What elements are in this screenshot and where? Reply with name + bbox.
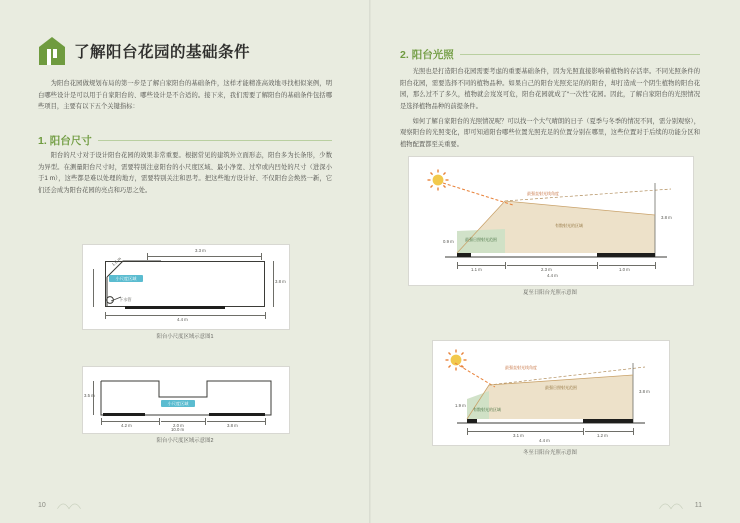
summer-dim-seg3: 1.0 m (619, 267, 630, 272)
dim-tick (147, 253, 148, 260)
dim-tick (457, 262, 458, 269)
figure-winter-sunlight (432, 340, 670, 446)
dim-tick (467, 428, 468, 435)
dim-seg-2b: 2.0 m (173, 423, 184, 428)
page-title-text: 了解阳台花园的基础条件 (74, 44, 251, 61)
dim-line (507, 265, 597, 266)
summer-strong-zone-label: 最强日照射光范围 (465, 237, 497, 242)
figure-2-caption: 阳台小尺度区域示意图2 (156, 438, 214, 444)
dim-top-1: 3.3 m (195, 248, 206, 253)
dim-total-2: 10.0 m (171, 427, 185, 432)
dim-line (585, 431, 633, 432)
dim-seg-2c: 3.8 m (227, 423, 238, 428)
dim-tick (597, 262, 598, 269)
page-number-left: 10 (38, 502, 46, 509)
balcony-railing-1 (125, 306, 225, 309)
dim-line (467, 431, 583, 432)
section-2-title: 阳台光照 (411, 49, 454, 61)
dim-bottom-1: 4.4 m (177, 317, 188, 322)
figure-summer-caption: 夏至日阳台光照示意图 (523, 290, 577, 296)
figure-balcony-small-zone-1 (82, 244, 290, 330)
balcony-railing-2b (209, 413, 265, 416)
house-icon (38, 36, 66, 66)
winter-max-ray-label: 最强直射光线角度 (505, 365, 537, 370)
dim-tick (265, 312, 266, 319)
dim-line-seg-2a (101, 421, 159, 422)
section-2-number: 2. (400, 48, 409, 61)
dim-right-1: 3.8 m (275, 279, 286, 284)
winter-dim-total: 4.4 m (539, 438, 550, 443)
figure-1-caption: 阳台小尺度区域示意图1 (156, 334, 214, 340)
small-zone-tag-1: 小尺度区域 (109, 275, 143, 282)
section-2-paragraph-2: 如何了解自家阳台的光照情况呢？可以找一个大气晴朗的日子（夏季与冬季的情况不同，需分别观察），观察阳台的光照变化，即可知道阳台哪些位置光照充足的位置分别在哪里，这些位置对于后续的功能分区和植物配置都至关重要。 (400, 117, 700, 148)
summer-dim-right: 3.8 m (661, 215, 672, 220)
section-1-heading (38, 133, 332, 148)
balcony-railing-2a (103, 413, 145, 416)
winter-dim-seg1: 3.1 m (513, 433, 524, 438)
summer-dim-seg2: 2.3 m (541, 267, 552, 272)
winter-diffuse-zone-label: 最强日照射光范围 (545, 385, 577, 390)
left-intro-text: 为阳台花园做规划布局的第一步是了解自家阳台的基础条件，这样才能精准高效地寻找相似案例，明白哪些设计是可以用于自家阳台的、哪些设计是不合适的。接下来，我们需要了解阳台的基础条件包括哪些项目，主要有以下五个关键指标： (38, 80, 332, 111)
section-1-number: 1. (38, 134, 47, 147)
section-2-rule (460, 54, 700, 55)
dim-seg-2a: 4.2 m (121, 423, 132, 428)
dim-tick (105, 312, 106, 319)
figure-summer-sunlight (408, 156, 694, 286)
section-1-body-text: 阳台的尺寸对于设计阳台花园的效果非常重要。根据常见的建筑外立面形态，阳台多为长条形，少数为异型。在测量阳台尺寸时，需要特别注意阳台的小尺度区域、最小净宽、过窄或内凹处的尺寸（进深小于1 m），这些都是难以处理的地方，需要特别关注和思考。把这些地方设计好、不仅阳台会焕然一新，它们还会成为阳台花园的亮点和巧思之处。 (38, 152, 332, 194)
page-decoration-left (56, 501, 82, 510)
dim-line-seg-2b (161, 421, 205, 422)
summer-dim-total: 4.4 m (547, 273, 558, 278)
winter-strong-zone-label: 有散射光的区域 (473, 407, 501, 412)
summer-dim-seg1: 1.1 m (471, 267, 482, 272)
dim-line-right-1 (273, 261, 274, 307)
section-2-body (400, 66, 700, 153)
dim-diagonal-1: 1.6 m (110, 256, 123, 267)
dim-line-seg-2c (207, 421, 265, 422)
dim-line-left-1 (93, 269, 94, 307)
dim-tick (505, 262, 506, 269)
small-zone-tag-2: 小尺度区域 (161, 400, 195, 407)
page-title (38, 36, 250, 66)
dim-tick (583, 428, 584, 435)
page-number-right: 11 (694, 502, 702, 509)
summer-dim-left: 0.9 m (443, 239, 454, 244)
dim-left-2: 3.5 m (84, 393, 95, 398)
section-1-body (38, 150, 332, 200)
section-2-heading (400, 47, 700, 62)
section-2-paragraph-1: 光照也是打造阳台花园需要考虑的重要基础条件，因为光照直接影响着植物的存活率。不同光照条件的阳台花园，需要选择不同的植物品种。如果自己的阳台光照充足的的阳台，却打造成一个阴生植物的阳台花园，那么过不了多久，植物就会岌岌可危，阳台花园就成了“一次性”花园。因此，了解自家阳台的光照情况是选择植物品种的前提条件。 (400, 68, 700, 110)
dim-line (457, 265, 505, 266)
left-intro-paragraph (38, 78, 332, 116)
dim-line-left-2 (93, 381, 94, 415)
dim-tick (265, 418, 266, 425)
winter-dim-right: 3.8 m (639, 389, 650, 394)
figure-winter-caption: 冬至日阳台光照示意图 (523, 450, 577, 456)
page-decoration-right (658, 501, 684, 510)
winter-dim-seg2: 1.2 m (597, 433, 608, 438)
summer-max-ray-label: 最强直射光线角度 (527, 191, 559, 196)
drain-pipe-label: 下水管 (119, 297, 132, 302)
dim-line (599, 265, 655, 266)
dim-tick (101, 418, 102, 425)
section-1-rule (98, 140, 332, 141)
right-page (370, 0, 740, 523)
summer-diffuse-zone-label: 有散射光的区域 (555, 223, 583, 228)
dim-tick (159, 418, 160, 425)
figure-balcony-small-zone-2 (82, 366, 290, 434)
section-1-title: 阳台尺寸 (49, 135, 92, 147)
dim-line-top-1 (147, 256, 261, 257)
dim-tick (633, 428, 634, 435)
dim-tick (205, 418, 206, 425)
dim-tick (655, 262, 656, 269)
dim-line-bottom-1 (105, 315, 265, 316)
dim-tick (261, 253, 262, 260)
winter-dim-left: 1.9 m (455, 403, 466, 408)
